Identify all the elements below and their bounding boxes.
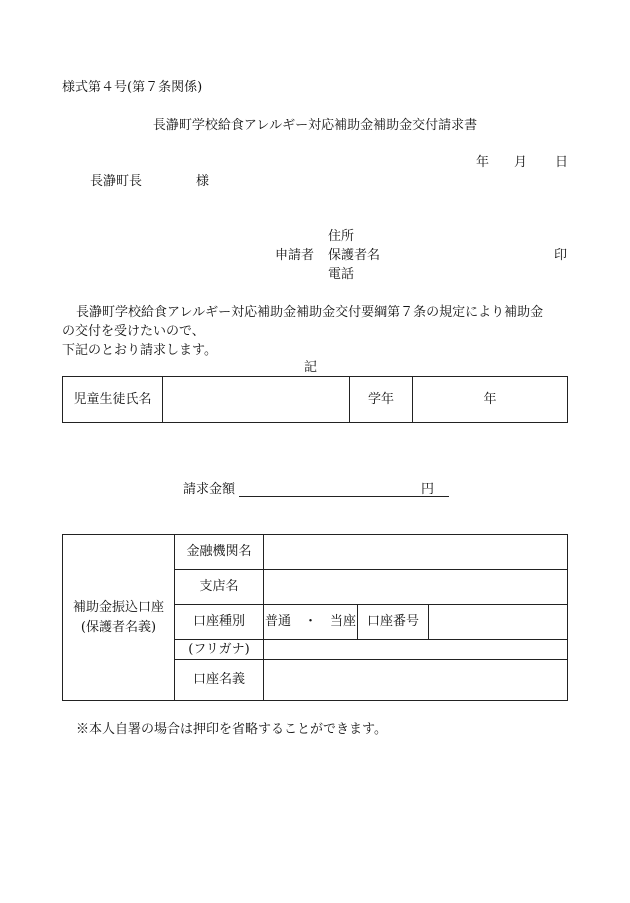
- note-heading: 記: [304, 360, 318, 375]
- account-type-options[interactable]: 普通 ・ 当座: [264, 605, 358, 640]
- grade-label: 学年: [350, 377, 413, 423]
- body-text-line-3: 下記のとおり請求します。: [62, 343, 217, 358]
- body-text-line-1: 長瀞町学校給食アレルギー対応補助金補助金交付要綱第７条の規定により補助金: [76, 305, 544, 320]
- bank-section-label: [63, 535, 175, 701]
- institution-field[interactable]: [264, 535, 568, 570]
- form-number: 様式第４号(第７条関係): [62, 80, 203, 95]
- date-day-label: 日: [555, 155, 569, 170]
- seal-mark: 印: [554, 248, 568, 263]
- student-table: [62, 376, 568, 423]
- institution-label: 金融機関名: [175, 535, 264, 570]
- amount-underline[interactable]: [239, 496, 449, 497]
- address-label: 住所: [328, 229, 355, 244]
- bank-section-label-line-2: (保護者名義): [80, 619, 157, 635]
- account-number-label: 口座番号: [358, 605, 429, 640]
- amount-unit: 円: [421, 482, 435, 497]
- date-year-label: 年: [476, 155, 490, 170]
- date-month-label: 月: [514, 155, 528, 170]
- amount-label: 請求金額: [183, 482, 236, 497]
- account-holder-field[interactable]: [264, 660, 568, 701]
- furigana-field[interactable]: [264, 640, 568, 660]
- addressee-name: 長瀞町長: [90, 174, 143, 189]
- grade-field[interactable]: [413, 377, 568, 423]
- phone-label: 電話: [328, 267, 355, 282]
- account-holder-label: 口座名義: [175, 660, 264, 701]
- grade-unit: 年: [483, 391, 497, 407]
- furigana-label: (フリガナ): [175, 640, 264, 660]
- bank-account-table: [62, 534, 568, 701]
- addressee-honorific: 様: [196, 174, 210, 189]
- footnote: ※本人自署の場合は押印を省略することができます。: [76, 722, 387, 737]
- student-name-field[interactable]: [163, 377, 350, 423]
- guardian-name-label: 保護者名: [328, 248, 381, 263]
- branch-field[interactable]: [264, 570, 568, 605]
- account-type-label: 口座種別: [175, 605, 264, 640]
- student-name-label: 児童生徒氏名: [63, 377, 163, 423]
- branch-label: 支店名: [175, 570, 264, 605]
- applicant-label: 申請者: [275, 248, 315, 263]
- account-number-field[interactable]: [429, 605, 568, 640]
- bank-section-label-line-1: 補助金振込口座: [72, 599, 164, 615]
- page-title: 長瀞町学校給食アレルギー対応補助金補助金交付請求書: [152, 118, 478, 133]
- body-text-line-2: の交付を受けたいので、: [62, 324, 205, 339]
